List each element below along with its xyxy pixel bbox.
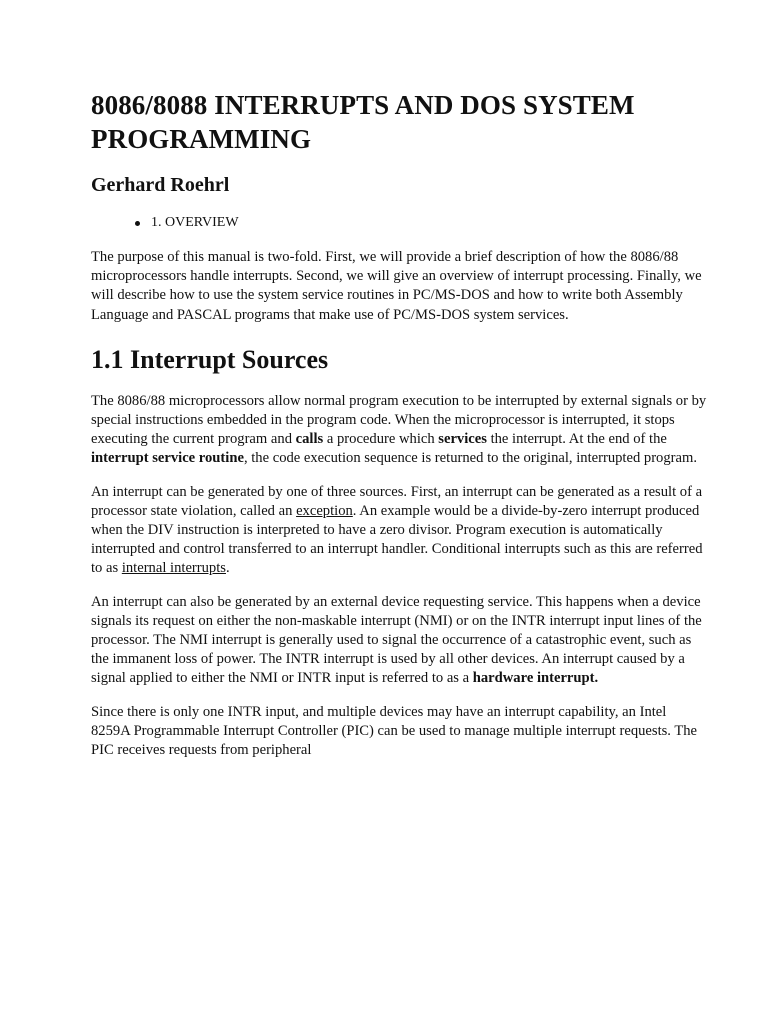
underlined-term-internal-interrupts: internal interrupts [121,560,226,577]
bold-term-isr: interrupt service routine [91,450,244,467]
text-run: . An example would be a divide-by-zero interrupt produced when the DIV instruction is interpreted to have a zero divisor. Program execution is automatically interrupted and control transferred to an interrupt handler. Conditional interrupts such as this are referred to as [91,502,703,577]
intro-paragraph: The purpose of this manual is two-fold. First, we will provide a brief description of how the 8086/88 microprocessors handle interrupts. Second, we will give an overview of interrupt processing. Finally, we will describe how to use the system service routines in PC/MS-DOS and how to write both Assembly Language and PASCAL programs that make use of PC/MS-DOS system services. [91,249,702,323]
paragraph-interrupt-sources [91,483,708,579]
text-run: An interrupt can be generated by one of three sources. First, an interrupt can be generated as a result of a processor state violation, called an [91,483,703,519]
toc-item-overview[interactable]: 1. OVERVIEW [151,214,708,232]
text-run: , the code execution sequence is returned to the original, interrupted program. [243,450,697,467]
author-name: Gerhard Roehrl [91,174,230,196]
text-run: a procedure which [323,431,439,448]
paragraph-interrupt-overview [91,392,708,469]
text-run: The 8086/88 microprocessors allow normal program execution to be interrupted by external signals or by special instructions embedded in the program code. When the microprocessor is interrupted, it stops executing the current program and [91,392,707,448]
document-title: 8086/8088 INTERRUPTS AND DOS SYSTEM PROGRAMMING [91,90,635,154]
text-run: the interrupt. At the end of the [486,431,667,448]
section-heading-interrupt-sources: 1.1 Interrupt Sources [91,344,329,374]
text-run: An interrupt can also be generated by an external device requesting service. This happens when a device signals its request on either the non-maskable interrupt (NMI) or on the INTR interrupt input lines of the processor. The NMI interrupt is generally used to signal the occurrence of a catastrophic event, such as the immanent loss of power. The INTR interrupt is used by all other devices. An interrupt caused by a signal applied to either the NMI or INTR input is referred to as a [91,593,702,687]
paragraph-pic: Since there is only one INTR input, and multiple devices may have an interrupt capability, an Intel 8259A Programmable Interrupt Controller (PIC) can be used to manage multiple interrupt requests. The PIC receives requests from peripheral [91,703,698,759]
bold-term-calls: calls [295,431,324,448]
bold-term-services: services [438,431,487,448]
table-of-contents [91,214,708,232]
paragraph-hardware-interrupts [91,593,708,689]
underlined-term-exception: exception [296,502,353,519]
bold-term-hardware-interrupt: hardware interrupt. [472,670,599,687]
text-run: . [225,560,230,577]
